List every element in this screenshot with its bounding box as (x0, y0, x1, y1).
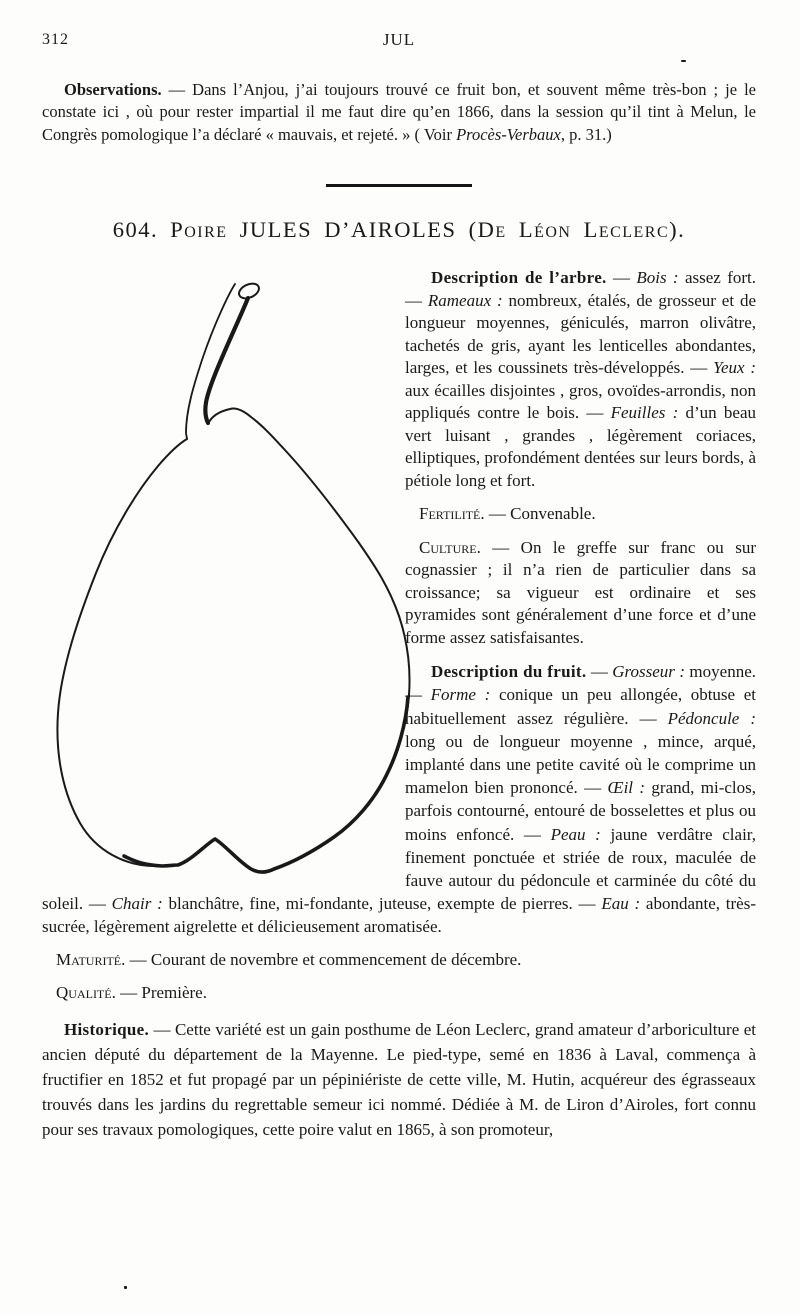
text-run: — On le greffe sur franc ou sur cognassier ; il n’a rien de particulier dans sa croissance; sa vigueur est ordinaire et ses pyramides sont généralement d’une force et d’une forme assez satisfaisantes. (405, 537, 756, 647)
text-run: — (606, 268, 637, 288)
text-run: — Cette variété est un gain posthume de Léon Leclerc, grand amateur d’arboriculture et ancien député du département de la Mayenne. Le pied-type, semé en 1836 à Laval, commença à fructifier en 1852 et fut propagé par un pépiniériste de cette ville, M. Hutin, acquéreur des égrasseaux trouvés dans les jardins du regrettable semeur ici nommé. Dédiée à M. de Liron d’Airoles, fort connu pour ses travaux pomologiques, cette poire valut en 1865, à son promoteur, (42, 1019, 756, 1139)
article-body (42, 267, 756, 1141)
section-divider-rule (326, 184, 472, 187)
text-run: Fertilité. (419, 504, 485, 524)
pear-stalk-tip (237, 281, 261, 301)
text-run: — Convenable. (484, 504, 596, 524)
text-run: Poire (170, 217, 228, 243)
page-number: 312 (42, 31, 69, 48)
text-run: Œil : (607, 778, 646, 798)
pear-stalk-right-line (205, 298, 248, 423)
text-run: , p. 31.) (560, 124, 612, 144)
text-run: Chair : (111, 894, 163, 914)
pear-body-outline (57, 409, 409, 872)
maturite-paragraph (42, 948, 756, 972)
text-run: Eau : (601, 894, 641, 914)
text-run: Description du fruit. (431, 662, 587, 682)
text-run: — Courant de novembre et commencement de décembre. (125, 949, 522, 969)
article-title (42, 217, 756, 243)
text-run: De Léon Leclerc (477, 217, 670, 243)
text-run: Bois : (636, 268, 679, 288)
pear-figure (42, 267, 405, 887)
ink-speck (124, 1286, 127, 1289)
text-run: Rameaux : (427, 290, 503, 310)
text-run: Historique. (64, 1019, 149, 1039)
text-run: 604. (112, 217, 171, 243)
text-run: jaune verdâtre clair, finement ponctuée et striée de roux, maculée de fauve autour du pédoncule et carminée du côté du soleil. — (42, 824, 757, 914)
text-run: Grosseur : (612, 662, 685, 682)
text-run: Qualité. (56, 982, 116, 1002)
text-run: Maturité. (56, 949, 126, 969)
text-run: Feuilles : (610, 403, 679, 423)
page-header (42, 30, 756, 52)
pear-body-shade-stroke (124, 697, 408, 872)
text-run: JULES D’AIROLES ( (227, 217, 478, 243)
text-run: nombreux, étalés, de grosseur et de longueur moyennes, géniculés, marron olivâtre, tachetés de gris, ayant les lenticelles abondantes, larges, et les coussinets très-développés. — (405, 290, 756, 378)
text-run: Culture. (419, 537, 481, 557)
text-run: — Première. (115, 982, 207, 1002)
text-run: — Dans l’Anjou, j’ai toujours trouvé ce fruit bon, et souvent même très-bon ; je le constate ici , où pour rester impartial il me faut dire qu’en 1866, dans la session qu’il tint à Melun, le Congrès pomologique l’a déclaré « mauvais, et rejeté. » ( Voir (42, 80, 756, 144)
qualite-paragraph (42, 981, 756, 1005)
observations-paragraph (42, 79, 756, 146)
text-run: Pédoncule : (667, 708, 757, 728)
ink-speck (681, 60, 686, 62)
text-run: — (586, 662, 613, 682)
text-run: Observations. (64, 80, 162, 99)
text-run: abondante, très-sucrée, légèrement aigrelette et délicieusement aromatisée. (42, 894, 757, 937)
pear-outline-drawing (42, 267, 405, 887)
running-head: JUL (382, 30, 416, 49)
text-run: Peau : (550, 824, 601, 844)
pear-stalk-left-line (186, 284, 235, 439)
text-run: d’un beau vert luisant , grandes , légèrement coriaces, elliptiques, profondément dentées sur leurs bords, à pétiole long et fort. (405, 403, 756, 490)
text-run: aux écailles disjointes , gros, ovoïdes-arrondis, non appliqués contre le bois. — (405, 380, 756, 423)
text-run: moyenne. — (405, 662, 756, 705)
text-run: Description de l’arbre. (431, 268, 607, 288)
text-run: assez fort. — (405, 268, 757, 310)
text-run: grand, mi-clos, parfois contourné, entouré de bosselettes et plus ou moins enfoncé. — (405, 778, 757, 844)
text-run: ). (669, 217, 686, 243)
text-run: Yeux : (713, 358, 756, 378)
text-run: conique un peu allongée, obtuse et habituellement assez régulière. — (405, 685, 757, 728)
text-run: long ou de longueur moyenne , mince, arqué, implanté dans une petite cavité où le comprime un mamelon bien prononcé. — (405, 731, 756, 798)
text-run: blanchâtre, fine, mi-fondante, juteuse, exempte de pierres. — (162, 894, 602, 914)
historique-paragraph (42, 1017, 756, 1142)
text-run: Forme : (430, 685, 491, 705)
text-run: Procès-Verbaux (456, 124, 561, 144)
